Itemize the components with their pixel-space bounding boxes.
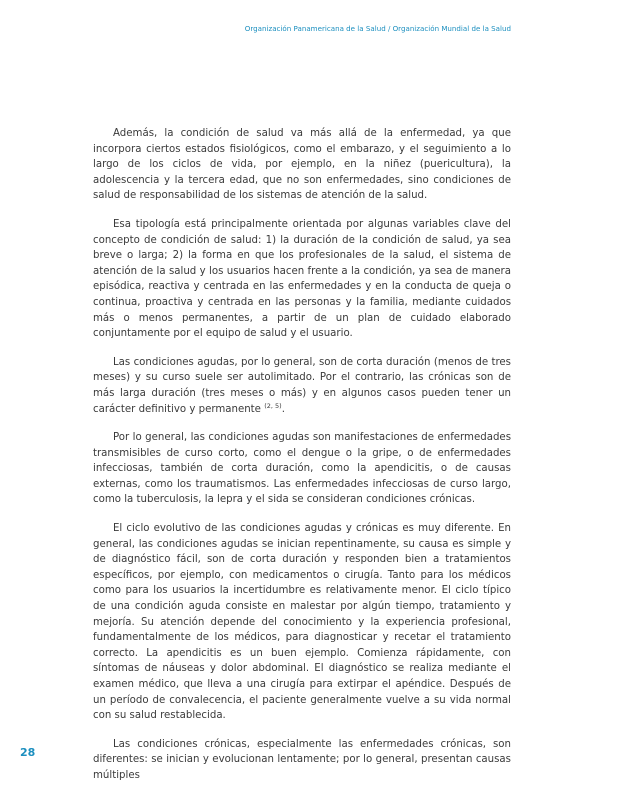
paragraph-text: Por lo general, las condiciones agudas son manifestaciones de enfermedades transmisibles de curso corto, como el dengue o la gripe, o de enfermedades infecciosas, también de corta duración, como la apendicitis, o de causas externas, como los traumatismos. Las enfermedades infecciosas de curso largo, como la tuberculosis, la lepra y el sida se consideran condiciones crónicas. bbox=[93, 432, 511, 506]
paragraph-text-end: . bbox=[281, 403, 285, 415]
paragraph bbox=[93, 126, 511, 204]
running-header: Organización Panamericana de la Salud / Organización Mundial de la Salud bbox=[244, 24, 511, 33]
paragraph bbox=[93, 521, 511, 724]
paragraph-text: El ciclo evolutivo de las condiciones agudas y crónicas es muy diferente. En general, las condiciones agudas se inician repentinamente, su causa es simple y de diagnóstico fácil, son de corta duración y responden bien a tratamientos específicos, por ejemplo, con medicamentos o cirugía. Tanto para los médicos como para los usuarios la incertidumbre es relativamente menor. El ciclo típico de una condición aguda consiste en malestar por algún tiempo, tratamiento y mejoría. Su atención depende del conocimiento y la experiencia profesional, fundamentalmente de los médicos, para diagnosticar y recetar el tratamiento correcto. La apendicitis es un buen ejemplo. Comienza rápidamente, con síntomas de náuseas y dolor abdominal. El diagnóstico se realiza mediante el examen médico, que lleva a una cirugía para extirpar el apéndice. Después de un período de convalecencia, el paciente generalmente vuelve a su vida normal con su salud restablecida. bbox=[93, 523, 511, 722]
paragraph bbox=[93, 737, 511, 784]
paragraph-text: Además, la condición de salud va más allá de la enfermedad, ya que incorpora ciertos estados fisiológicos, como el embarazo, y el seguimiento a lo largo de los ciclos de vida, por ejemplo, en la niñez (puericultura), la adolescencia y la tercera edad, que no son enfermedades, sino condiciones de salud de responsabilidad de los sistemas de atención de la salud. bbox=[93, 128, 511, 202]
paragraph-text: Las condiciones crónicas, especialmente las enfermedades crónicas, son diferentes: se inician y evolucionan lentamente; por lo general, presentan causas múltiples bbox=[93, 738, 511, 781]
page-number: 28 bbox=[20, 746, 36, 759]
paragraph bbox=[93, 217, 511, 342]
body-text bbox=[93, 126, 511, 797]
citation-superscript: (2, 5) bbox=[264, 401, 282, 410]
paragraph-text: Esa tipología está principalmente orientada por algunas variables clave del concepto de condición de salud: 1) la duración de la condición de salud, ya sea breve o larga; 2) la forma en que los profesionales de la salud, el sistema de atención de la salud y los usuarios hacen frente a la condición, ya sea de manera episódica, reactiva y centrada en las enfermedades y en la conducta de queja o continua, proactiva y centrada en las personas y la familia, mediante cuidados más o menos permanentes, a partir de un plan de cuidado elaborado conjuntamente por el equipo de salud y el usuario. bbox=[93, 218, 511, 340]
paragraph-text: Las condiciones agudas, por lo general, son de corta duración (menos de tres meses) y su curso suele ser autolimitado. Por el contrario, las crónicas son de más larga duración (tres meses o más) y en algunos casos pueden tener un carácter definitivo y permanente bbox=[93, 356, 511, 415]
paragraph bbox=[93, 355, 511, 417]
paragraph bbox=[93, 430, 511, 508]
